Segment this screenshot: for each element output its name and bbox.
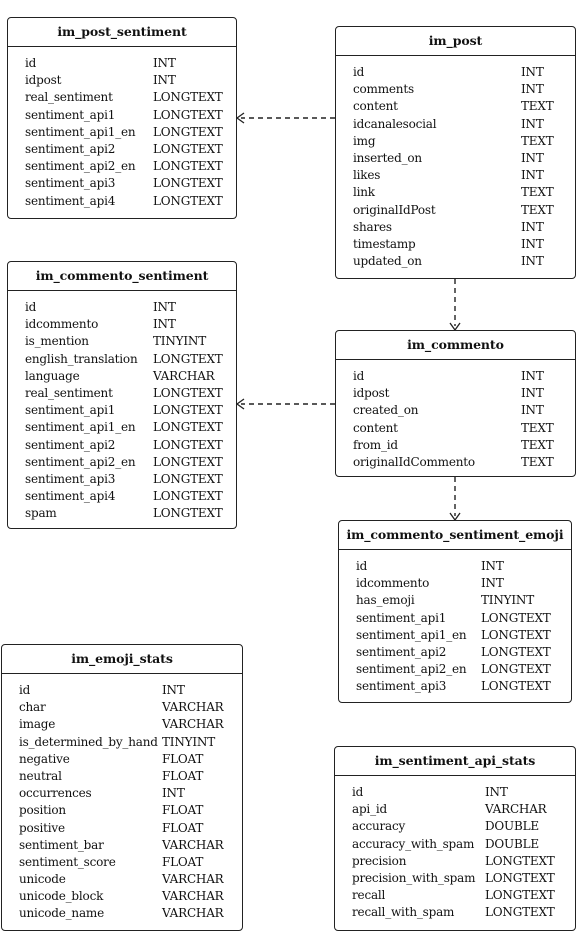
column-name: sentiment_api2_en — [25, 159, 136, 174]
table-im-commento — [335, 330, 576, 477]
column-type: LONGTEXT — [153, 159, 223, 174]
table-title: im_commento — [336, 331, 575, 360]
column-name: link — [353, 185, 375, 200]
table-title: im_commento_sentiment_emoji — [339, 521, 571, 550]
column-row — [339, 661, 571, 678]
column-type: LONGTEXT — [153, 107, 223, 122]
column-type: VARCHAR — [153, 368, 215, 383]
column-row — [2, 888, 242, 905]
table-im-post — [335, 26, 576, 279]
column-name: sentiment_api1 — [25, 403, 116, 418]
column-type: LONGTEXT — [153, 385, 223, 400]
column-name: precision_with_spam — [352, 870, 476, 885]
column-row — [335, 887, 575, 904]
column-type: LONGTEXT — [153, 437, 223, 452]
column-row — [339, 575, 571, 592]
column-name: id — [356, 559, 368, 573]
column-list — [335, 776, 575, 922]
column-row — [8, 368, 236, 385]
column-name: created_on — [353, 403, 419, 418]
column-row — [335, 904, 575, 921]
table-title: im_commento_sentiment — [8, 262, 236, 291]
column-name: content — [353, 99, 398, 114]
column-type: VARCHAR — [162, 700, 224, 715]
column-name: positive — [19, 820, 65, 835]
column-type: INT — [521, 236, 544, 251]
column-type: INT — [521, 116, 544, 131]
column-name: id — [25, 300, 37, 314]
column-list — [336, 56, 575, 270]
column-name: unicode_name — [19, 906, 104, 921]
column-name: sentiment_api3 — [356, 679, 447, 694]
column-type: INT — [521, 386, 544, 401]
column-type: VARCHAR — [162, 717, 224, 732]
column-name: unicode_block — [19, 889, 104, 904]
column-row — [8, 419, 236, 436]
column-type: INT — [481, 559, 504, 573]
column-row — [339, 558, 571, 575]
column-name: sentiment_api4 — [25, 193, 116, 208]
column-name: sentiment_api1_en — [25, 420, 136, 435]
column-name: spam — [25, 506, 57, 521]
column-type: INT — [521, 254, 544, 269]
column-row — [335, 818, 575, 835]
column-row — [335, 853, 575, 870]
column-type: LONGTEXT — [485, 853, 555, 868]
column-name: idcanalesocial — [353, 116, 437, 131]
column-row — [2, 768, 242, 785]
column-row — [8, 72, 236, 89]
column-row — [8, 437, 236, 454]
table-im-emoji-stats — [1, 644, 243, 931]
column-name: idpost — [25, 73, 62, 88]
column-row — [339, 678, 571, 695]
column-type: FLOAT — [162, 751, 204, 766]
column-type: TEXT — [521, 202, 554, 217]
column-name: idcommento — [356, 576, 430, 591]
column-name: shares — [353, 219, 392, 234]
column-type: LONGTEXT — [485, 905, 555, 920]
column-name: accuracy — [352, 819, 406, 834]
column-name: sentiment_api4 — [25, 489, 116, 504]
column-type: INT — [153, 73, 176, 88]
column-type: VARCHAR — [162, 837, 224, 852]
column-list — [8, 47, 236, 210]
column-name: inserted_on — [353, 150, 422, 165]
column-type: FLOAT — [162, 854, 204, 869]
column-type: LONGTEXT — [153, 489, 223, 504]
column-name: english_translation — [25, 351, 138, 366]
column-name: is_mention — [25, 334, 89, 349]
column-row — [336, 81, 575, 98]
column-name: sentiment_api2 — [25, 141, 116, 156]
column-row — [8, 488, 236, 505]
column-type: LONGTEXT — [485, 888, 555, 903]
column-type: INT — [162, 786, 185, 801]
table-title: im_post — [336, 27, 575, 56]
column-row — [336, 133, 575, 150]
column-row — [336, 64, 575, 81]
column-row — [8, 55, 236, 72]
column-row — [336, 219, 575, 236]
column-row — [336, 402, 575, 419]
column-type: INT — [153, 317, 176, 332]
column-name: id — [353, 369, 365, 383]
column-name: content — [353, 420, 398, 435]
column-row — [335, 801, 575, 818]
column-row — [8, 333, 236, 350]
column-type: LONGTEXT — [153, 471, 223, 486]
column-type: LONGTEXT — [481, 627, 551, 642]
column-name: language — [25, 368, 80, 383]
column-row — [8, 107, 236, 124]
column-row — [2, 734, 242, 751]
column-type: LONGTEXT — [481, 679, 551, 694]
column-type: INT — [521, 150, 544, 165]
column-row — [8, 471, 236, 488]
column-row — [8, 351, 236, 368]
table-title: im_emoji_stats — [2, 645, 242, 674]
column-row — [2, 751, 242, 768]
column-name: sentiment_api1_en — [356, 627, 467, 642]
column-row — [335, 870, 575, 887]
column-name: img — [353, 133, 376, 148]
column-name: has_emoji — [356, 593, 415, 608]
column-list — [336, 360, 575, 471]
column-row — [8, 385, 236, 402]
column-type: INT — [521, 219, 544, 234]
column-name: updated_on — [353, 254, 422, 269]
column-name: sentiment_api2 — [356, 644, 447, 659]
column-row — [8, 454, 236, 471]
column-row — [2, 802, 242, 819]
column-type: TEXT — [521, 454, 554, 469]
column-row — [2, 716, 242, 733]
column-name: sentiment_api2 — [25, 437, 116, 452]
column-name: id — [353, 65, 365, 79]
column-name: sentiment_api1 — [356, 610, 447, 625]
column-type: INT — [485, 785, 508, 799]
table-title: im_post_sentiment — [8, 18, 236, 47]
column-type: LONGTEXT — [153, 420, 223, 435]
column-row — [8, 505, 236, 522]
column-row — [336, 184, 575, 201]
column-row — [339, 592, 571, 609]
column-row — [336, 454, 575, 471]
column-name: is_determined_by_hand — [19, 734, 158, 749]
column-type: VARCHAR — [485, 802, 547, 817]
column-row — [2, 682, 242, 699]
column-row — [8, 141, 236, 158]
column-name: sentiment_api2_en — [356, 662, 467, 677]
column-name: image — [19, 717, 56, 732]
column-name: real_sentiment — [25, 90, 113, 105]
column-name: sentiment_api3 — [25, 471, 116, 486]
column-type: INT — [521, 403, 544, 418]
column-type: INT — [153, 56, 176, 70]
column-row — [336, 385, 575, 402]
table-title: im_sentiment_api_stats — [335, 747, 575, 776]
column-name: timestamp — [353, 236, 416, 251]
column-name: sentiment_score — [19, 854, 116, 869]
column-name: recall — [352, 888, 386, 903]
column-name: char — [19, 700, 46, 715]
column-row — [8, 175, 236, 192]
column-row — [2, 785, 242, 802]
column-row — [339, 644, 571, 661]
column-name: real_sentiment — [25, 385, 113, 400]
column-row — [339, 627, 571, 644]
column-name: accuracy_with_spam — [352, 836, 475, 851]
column-row — [2, 837, 242, 854]
column-name: sentiment_bar — [19, 837, 104, 852]
column-type: INT — [521, 82, 544, 97]
column-name: position — [19, 803, 66, 818]
column-type: LONGTEXT — [153, 403, 223, 418]
column-name: sentiment_api1 — [25, 107, 116, 122]
column-type: LONGTEXT — [153, 141, 223, 156]
column-name: likes — [353, 168, 381, 183]
column-name: id — [19, 683, 31, 697]
column-name: unicode — [19, 872, 66, 887]
column-row — [8, 193, 236, 210]
column-row — [336, 253, 575, 270]
column-type: LONGTEXT — [153, 351, 223, 366]
column-type: FLOAT — [162, 768, 204, 783]
column-name: sentiment_api3 — [25, 176, 116, 191]
column-type: TEXT — [521, 420, 554, 435]
column-row — [8, 158, 236, 175]
table-im-commento-sentiment — [7, 261, 237, 529]
column-name: from_id — [353, 437, 398, 452]
column-row — [8, 299, 236, 316]
column-name: idpost — [353, 386, 390, 401]
column-type: LONGTEXT — [481, 644, 551, 659]
column-row — [336, 420, 575, 437]
column-row — [8, 316, 236, 333]
column-type: VARCHAR — [162, 872, 224, 887]
column-name: precision — [352, 853, 407, 868]
column-name: idcommento — [25, 317, 99, 332]
column-row — [2, 871, 242, 888]
column-row — [336, 150, 575, 167]
column-name: originalIdCommento — [353, 454, 475, 469]
column-type: INT — [162, 683, 185, 697]
column-row — [8, 402, 236, 419]
column-name: sentiment_api2_en — [25, 454, 136, 469]
column-row — [2, 905, 242, 922]
column-row — [2, 820, 242, 837]
column-type: TINYINT — [481, 593, 535, 608]
column-type: INT — [521, 168, 544, 183]
column-type: LONGTEXT — [153, 193, 223, 208]
column-type: FLOAT — [162, 820, 204, 835]
column-type: LONGTEXT — [153, 124, 223, 139]
column-type: VARCHAR — [162, 889, 224, 904]
column-row — [2, 699, 242, 716]
column-name: id — [25, 56, 37, 70]
column-type: INT — [153, 300, 176, 314]
column-name: neutral — [19, 768, 62, 783]
column-row — [336, 116, 575, 133]
column-row — [339, 610, 571, 627]
column-row — [336, 437, 575, 454]
column-row — [335, 784, 575, 801]
column-type: TEXT — [521, 133, 554, 148]
column-list — [8, 291, 236, 522]
column-name: comments — [353, 82, 414, 97]
column-type: INT — [521, 65, 544, 79]
column-name: id — [352, 785, 364, 799]
column-row — [8, 89, 236, 106]
table-im-commento-sentiment-emoji — [338, 520, 572, 703]
column-name: sentiment_api1_en — [25, 124, 136, 139]
column-list — [2, 674, 242, 923]
table-im-sentiment-api-stats — [334, 746, 576, 931]
column-type: LONGTEXT — [481, 662, 551, 677]
column-type: TINYINT — [162, 734, 216, 749]
column-type: DOUBLE — [485, 836, 539, 851]
table-im-post-sentiment — [7, 17, 237, 219]
column-type: INT — [521, 369, 544, 383]
column-type: VARCHAR — [162, 906, 224, 921]
column-name: originalIdPost — [353, 202, 436, 217]
column-type: TEXT — [521, 437, 554, 452]
column-type: FLOAT — [162, 803, 204, 818]
column-row — [336, 202, 575, 219]
column-type: LONGTEXT — [485, 870, 555, 885]
column-name: api_id — [352, 802, 387, 817]
column-type: LONGTEXT — [153, 454, 223, 469]
column-type: TINYINT — [153, 334, 207, 349]
column-type: LONGTEXT — [481, 610, 551, 625]
column-type: TEXT — [521, 99, 554, 114]
column-row — [335, 836, 575, 853]
column-name: recall_with_spam — [352, 905, 455, 920]
column-type: TEXT — [521, 185, 554, 200]
column-list — [339, 550, 571, 696]
column-name: negative — [19, 751, 70, 766]
column-row — [2, 854, 242, 871]
column-type: INT — [481, 576, 504, 591]
column-type: LONGTEXT — [153, 176, 223, 191]
column-row — [336, 368, 575, 385]
column-row — [336, 236, 575, 253]
column-name: occurrences — [19, 786, 92, 801]
column-row — [336, 98, 575, 115]
column-type: DOUBLE — [485, 819, 539, 834]
column-row — [336, 167, 575, 184]
column-type: LONGTEXT — [153, 506, 223, 521]
column-type: LONGTEXT — [153, 90, 223, 105]
column-row — [8, 124, 236, 141]
